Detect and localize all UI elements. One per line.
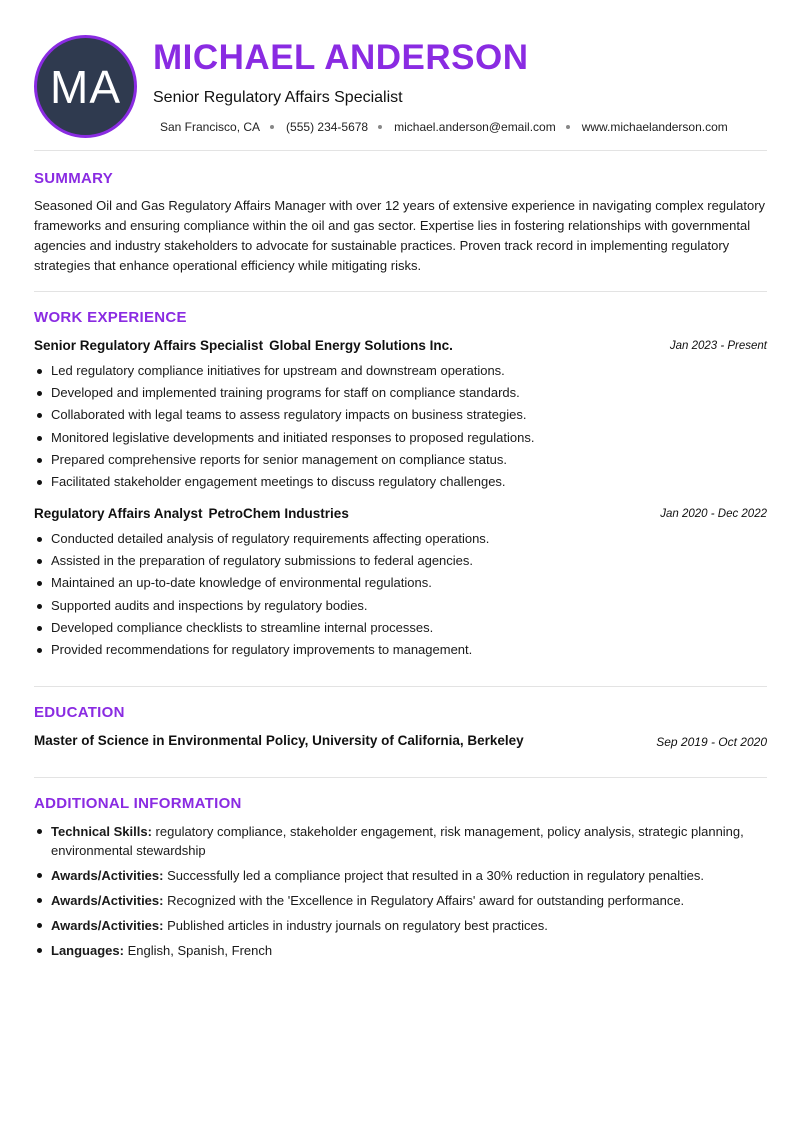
contact-email[interactable]: michael.anderson@email.com [394, 120, 556, 134]
education-degree: Master of Science in Environmental Policy, University of California, Berkeley [34, 733, 524, 748]
contact-phone[interactable]: (555) 234-5678 [286, 120, 369, 134]
info-key: Awards/Activities: [51, 868, 164, 883]
job-company: Global Energy Solutions Inc. [269, 338, 453, 353]
list-item: Monitored legislative developments and initiated responses to proposed regulations. [51, 427, 766, 449]
list-item [51, 941, 767, 960]
list-item: Conducted detailed analysis of regulatory requirements affecting operations. [51, 528, 766, 550]
list-item: Developed and implemented training programs for staff on compliance standards. [51, 382, 766, 404]
section-heading-additional: ADDITIONAL INFORMATION [34, 795, 242, 812]
job-role: Regulatory Affairs Analyst [34, 506, 203, 521]
job-header [34, 506, 767, 524]
separator-dot-icon [270, 125, 274, 129]
list-item: Developed compliance checklists to streamline internal processes. [51, 617, 766, 639]
info-value: English, Spanish, French [127, 943, 273, 958]
divider [34, 150, 767, 151]
info-key: Awards/Activities: [51, 893, 164, 908]
list-item: Supported audits and inspections by regulatory bodies. [51, 595, 766, 617]
section-heading-summary: SUMMARY [34, 170, 114, 187]
avatar [34, 35, 137, 138]
list-item: Provided recommendations for regulatory improvements to management. [51, 639, 766, 661]
job-company: PetroChem Industries [208, 506, 349, 521]
info-value: Successfully led a compliance project that resulted in a 30% reduction in regulatory penalties. [167, 868, 705, 883]
job-title-line [34, 338, 453, 353]
job-dates: Jan 2023 - Present [669, 340, 767, 352]
list-item: Led regulatory compliance initiatives for upstream and downstream operations. [51, 360, 766, 382]
job-role: Senior Regulatory Affairs Specialist [34, 338, 264, 353]
list-item [51, 866, 767, 885]
separator-dot-icon [566, 125, 570, 129]
education-dates: Sep 2019 - Oct 2020 [656, 735, 767, 749]
additional-info-list [51, 822, 767, 966]
avatar-initials: MA [50, 60, 121, 113]
education-entry [34, 733, 767, 751]
list-item: Facilitated stakeholder engagement meetings to discuss regulatory challenges. [51, 471, 766, 493]
job-dates: Jan 2020 - Dec 2022 [660, 508, 767, 520]
section-heading-education: EDUCATION [34, 704, 125, 721]
divider [34, 686, 767, 687]
info-value: regulatory compliance, stakeholder engagement, risk management, policy analysis, strategic planning, environmental stewardship [51, 824, 744, 858]
job-bullet-list [51, 360, 766, 493]
list-item: Maintained an up-to-date knowledge of environmental regulations. [51, 572, 766, 594]
info-key: Technical Skills: [51, 824, 152, 839]
contact-website[interactable]: www.michaelanderson.com [581, 120, 728, 134]
info-value: Published articles in industry journals on regulatory best practices. [167, 918, 548, 933]
section-heading-experience: WORK EXPERIENCE [34, 309, 187, 326]
info-key: Languages: [51, 943, 124, 958]
candidate-title: Senior Regulatory Affairs Specialist [153, 89, 403, 106]
contact-location: San Francisco, CA [160, 120, 261, 134]
list-item [51, 891, 767, 910]
list-item: Collaborated with legal teams to assess regulatory impacts on business strategies. [51, 404, 766, 426]
list-item [51, 916, 767, 935]
contact-line [160, 120, 728, 134]
divider [34, 291, 767, 292]
candidate-name: MICHAEL ANDERSON [153, 38, 529, 77]
list-item: Assisted in the preparation of regulatory submissions to federal agencies. [51, 550, 766, 572]
list-item: Prepared comprehensive reports for senior management on compliance status. [51, 449, 766, 471]
list-item [51, 822, 767, 860]
job-bullet-list [51, 528, 766, 661]
job-title-line [34, 506, 349, 521]
summary-text: Seasoned Oil and Gas Regulatory Affairs Manager with over 12 years of extensive experience in navigating complex regulatory frameworks and ensuring compliance within the oil and gas sector. Expertise lies in fostering relationships with governmental agencies and industry stakeholders to advocate for sustainable practices. Proven track record in implementing regulatory strategies that enhance operational efficiency while mitigating risks. [34, 198, 766, 273]
info-value: Recognized with the 'Excellence in Regulatory Affairs' award for outstanding performance. [167, 893, 685, 908]
job-header [34, 338, 767, 356]
separator-dot-icon [378, 125, 382, 129]
divider [34, 777, 767, 778]
info-key: Awards/Activities: [51, 918, 164, 933]
